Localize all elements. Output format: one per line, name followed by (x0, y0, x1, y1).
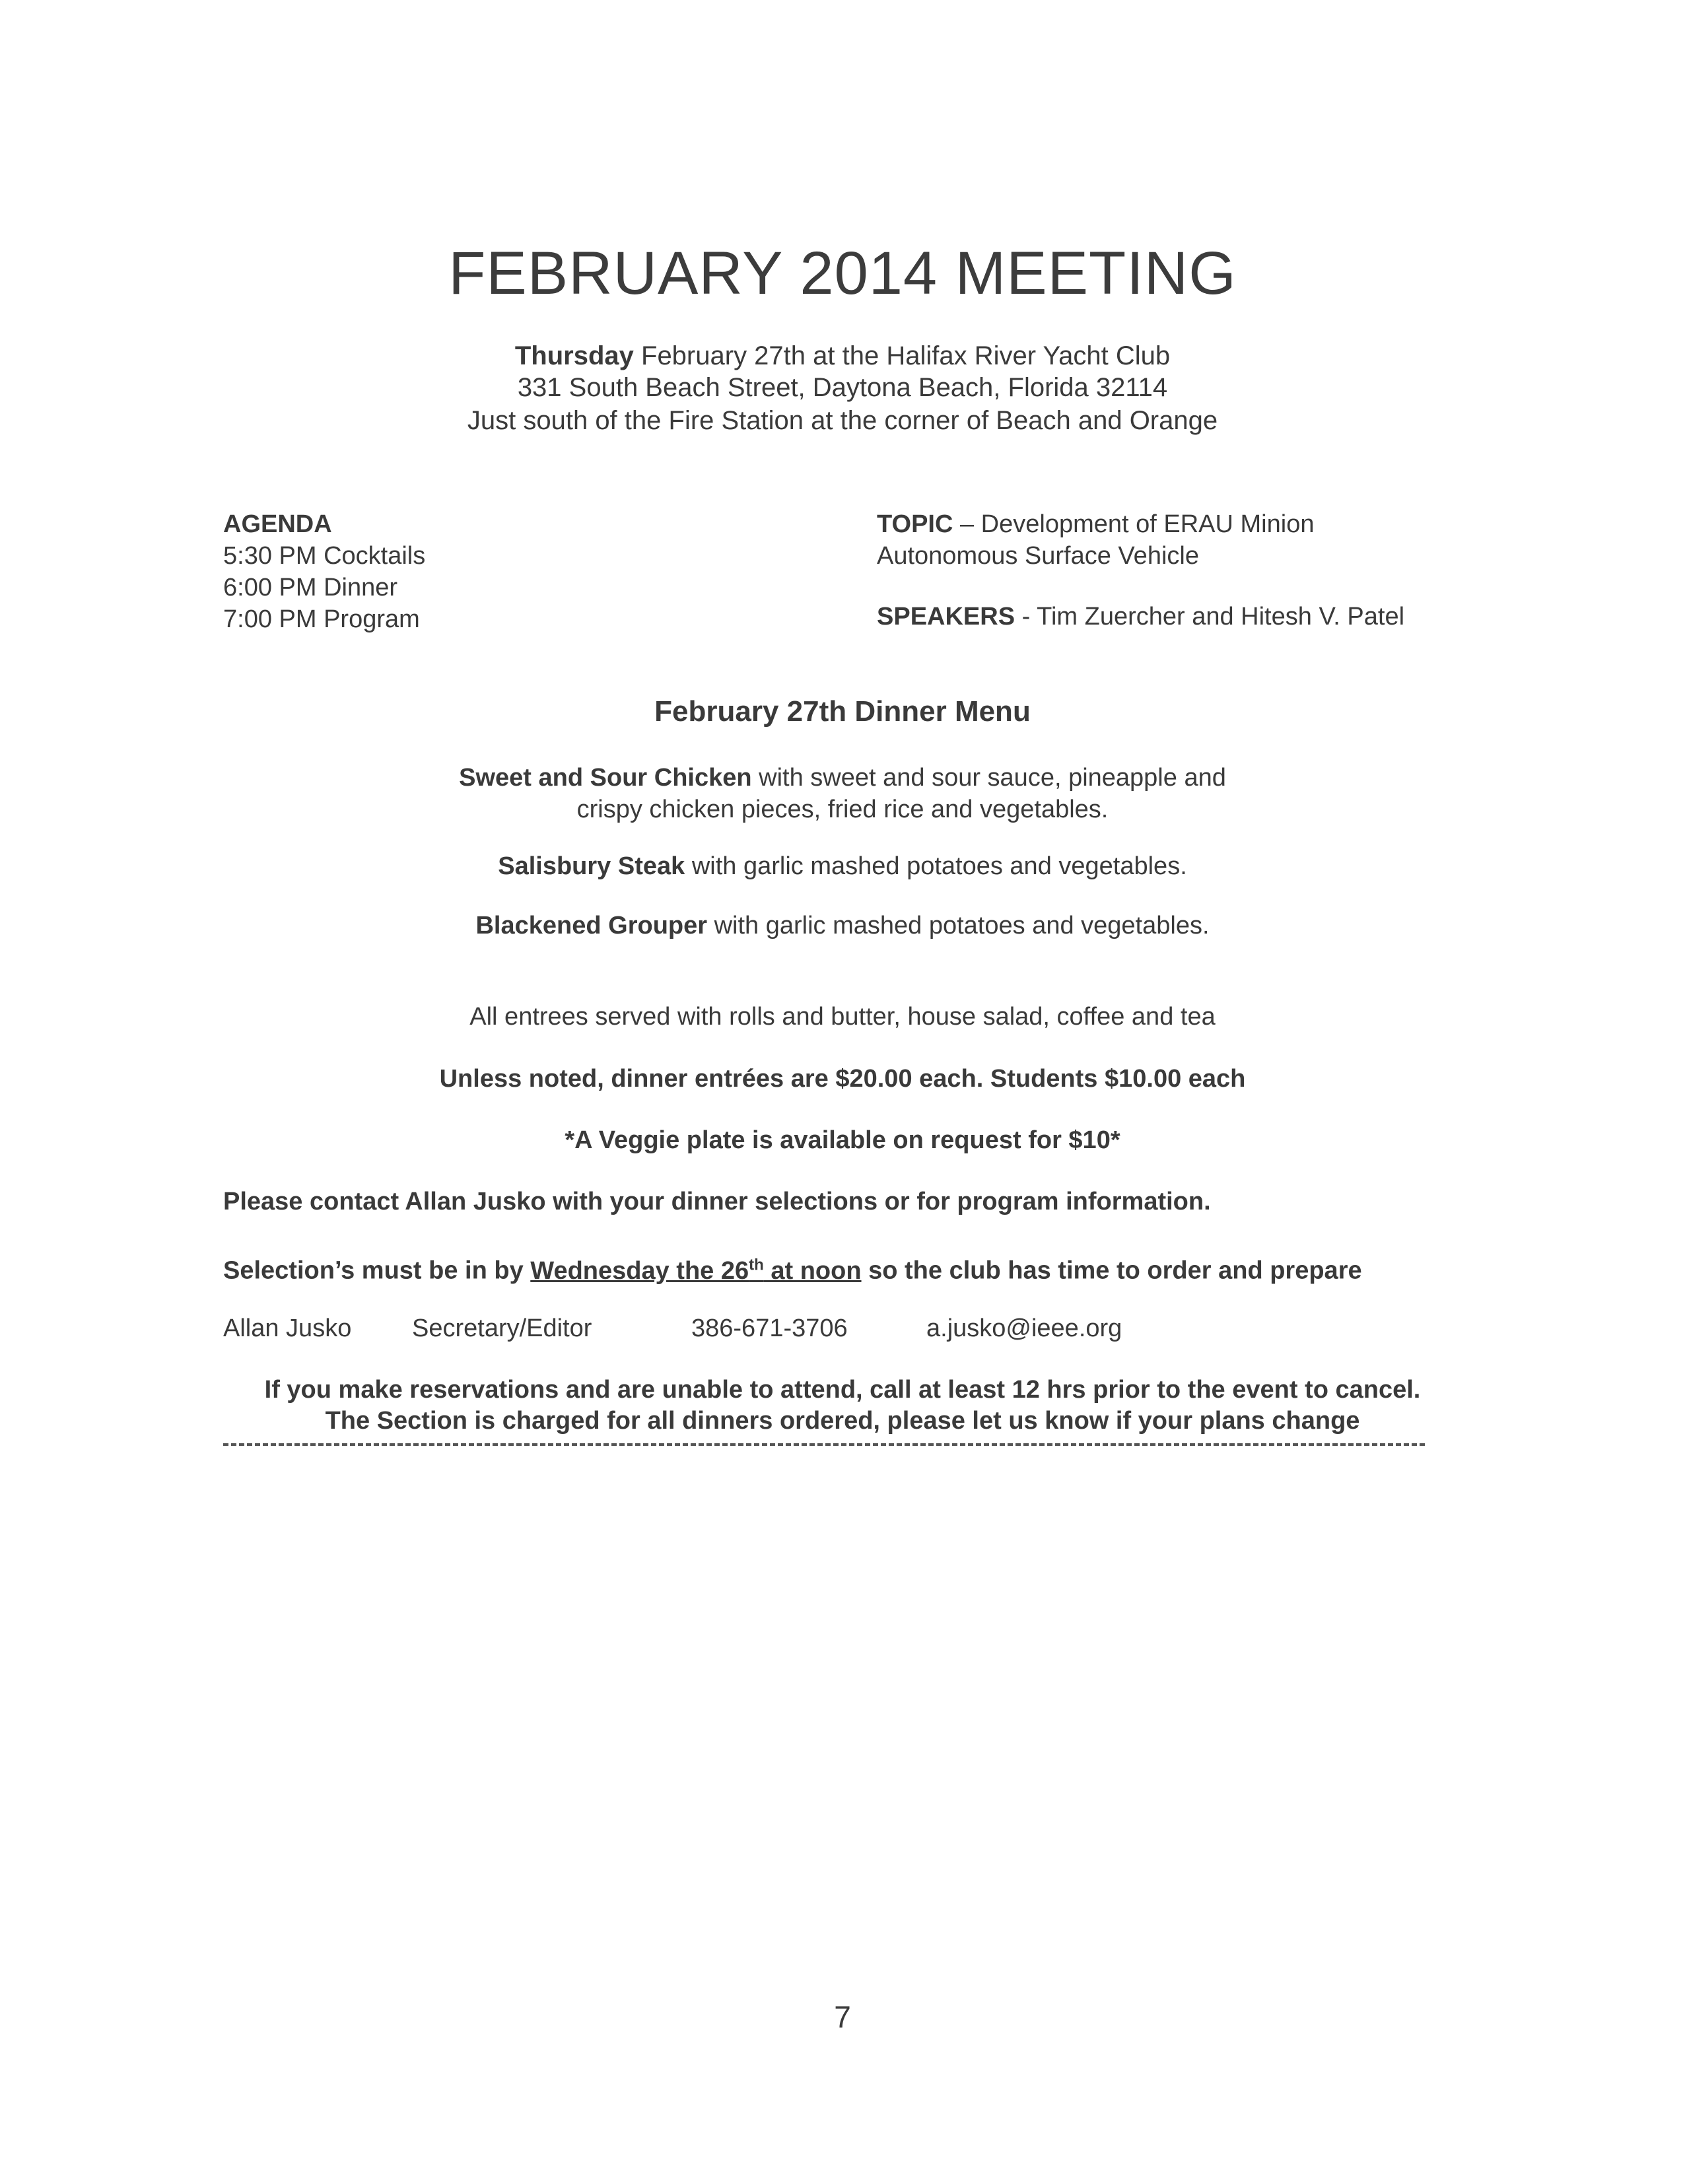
deadline-suffix: so the club has time to order and prepare (861, 1256, 1362, 1285)
menu-veggie-note: *A Veggie plate is available on request for $10* (565, 1126, 1120, 1154)
page-title: FEBRUARY 2014 MEETING (448, 240, 1237, 307)
agenda-item: 6:00 PM Dinner (223, 574, 398, 601)
dashed-divider (223, 1443, 1425, 1446)
menu-heading: February 27th Dinner Menu (654, 695, 1031, 728)
meeting-date-line (0, 339, 1685, 373)
menu-item-desc: with garlic mashed potatoes and vegetables. (685, 852, 1187, 880)
topic-section (877, 508, 1314, 572)
speakers-label: SPEAKERS (877, 603, 1015, 631)
topic-text: – Development of ERAU Minion (953, 510, 1315, 538)
deadline-date-day: Wednesday the 26 (530, 1256, 749, 1285)
topic-line (877, 508, 1314, 540)
deadline-date-suffix: th (749, 1256, 764, 1274)
cancel-policy-line: If you make reservations and are unable to attend, call at least 12 hrs prior to the event to cancel. (264, 1376, 1421, 1404)
menu-pricing: Unless noted, dinner entrées are $20.00 each. Students $10.00 each (439, 1065, 1246, 1093)
cancel-policy-line: The Section is charged for all dinners ordered, please let us know if your plans change (325, 1407, 1360, 1435)
menu-item-desc-continued: crispy chicken pieces, fried rice and vegetables. (576, 796, 1109, 823)
menu-item-desc: with garlic mashed potatoes and vegetables. (707, 912, 1210, 939)
agenda-section (223, 508, 425, 635)
menu-item-chicken (0, 762, 1685, 825)
deadline-date-time: at noon (763, 1256, 862, 1285)
deadline-prefix: Selection’s must be in by (223, 1256, 531, 1285)
contact-note: Please contact Allan Jusko with your dinner selections or for program information. (223, 1188, 1211, 1215)
menu-item-name: Blackened Grouper (475, 912, 708, 939)
meeting-directions: Just south of the Fire Station at the corner of Beach and Orange (467, 406, 1218, 435)
meeting-day: Thursday (514, 341, 634, 370)
agenda-item: 5:30 PM Cocktails (223, 542, 426, 570)
menu-item-steak (0, 850, 1685, 882)
agenda-item: 7:00 PM Program (223, 605, 420, 633)
topic-text-continued: Autonomous Surface Vehicle (877, 542, 1199, 570)
menu-item-name: Salisbury Steak (498, 852, 685, 880)
agenda-heading: AGENDA (223, 510, 332, 538)
menu-item-grouper (0, 910, 1685, 941)
speakers-line (877, 601, 1404, 632)
deadline-line (223, 1249, 1362, 1287)
topic-label: TOPIC (877, 510, 953, 538)
contact-name: Allan Jusko (223, 1314, 352, 1342)
speakers-text: - Tim Zuercher and Hitesh V. Patel (1015, 603, 1405, 631)
menu-included-note: All entrees served with rolls and butter, house salad, coffee and tea (469, 1003, 1216, 1031)
menu-item-desc: with sweet and sour sauce, pineapple and (751, 764, 1226, 792)
meeting-date-venue: February 27th at the Halifax River Yacht Club (633, 341, 1171, 370)
contact-email: a.jusko@ieee.org (926, 1314, 1122, 1342)
meeting-address: 331 South Beach Street, Daytona Beach, Florida 32114 (517, 373, 1168, 402)
menu-item-name: Sweet and Sour Chicken (459, 764, 752, 792)
page-number: 7 (834, 2000, 851, 2034)
contact-phone: 386-671-3706 (691, 1314, 848, 1342)
contact-role: Secretary/Editor (412, 1314, 592, 1342)
deadline-date (530, 1257, 861, 1285)
